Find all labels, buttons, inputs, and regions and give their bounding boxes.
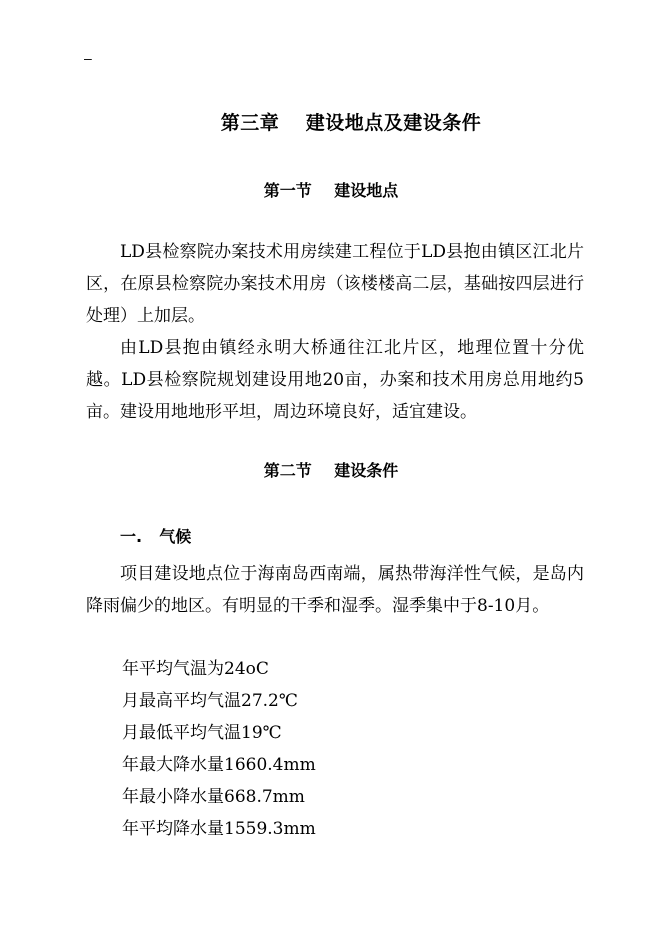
climate-item: 年最小降水量668.7mm — [122, 787, 305, 807]
climate-item: 月最低平均气温19℃ — [122, 723, 282, 743]
section-1-number: 第一节 — [263, 181, 312, 200]
section-2-heading — [0, 458, 662, 481]
chapter-title — [0, 108, 662, 135]
climate-item: 年平均降水量1559.3mm — [122, 819, 316, 839]
section-1-paragraph-2: 由LD县抱由镇经永明大桥通往江北片区，地理位置十分优越。LD县检察院规划建设用地20亩，办案和技术用房总用地约5亩。建设用地地形平坦，周边环境良好，适宜建设。 — [86, 338, 584, 422]
section-1-heading — [0, 178, 662, 201]
chapter-title-text: 建设地点及建设条件 — [305, 112, 482, 134]
section-2-title: 建设条件 — [334, 461, 399, 480]
chapter-number: 第三章 — [220, 112, 280, 134]
section-2-paragraph: 项目建设地点位于海南岛西南端，属热带海洋性气候，是岛内降雨偏少的地区。有明显的干季和湿季。湿季集中于8-10月。 — [86, 564, 584, 616]
section-1-title: 建设地点 — [334, 181, 399, 200]
subsection-number: 一. — [120, 527, 143, 546]
header-mark: – — [84, 50, 92, 66]
climate-item: 年最大降水量1660.4mm — [122, 755, 316, 775]
climate-item: 年平均气温为24oC — [122, 659, 269, 679]
section-1-paragraph-1: LD县检察院办案技术用房续建工程位于LD县抱由镇区江北片区，在原县检察院办案技术用房（该楼楼高二层，基础按四层进行处理）上加层。 — [86, 242, 584, 326]
section-2-number: 第二节 — [263, 461, 312, 480]
climate-item: 月最高平均气温27.2℃ — [122, 691, 298, 711]
subsection-title: 气候 — [159, 527, 192, 546]
subsection-heading — [120, 524, 191, 547]
